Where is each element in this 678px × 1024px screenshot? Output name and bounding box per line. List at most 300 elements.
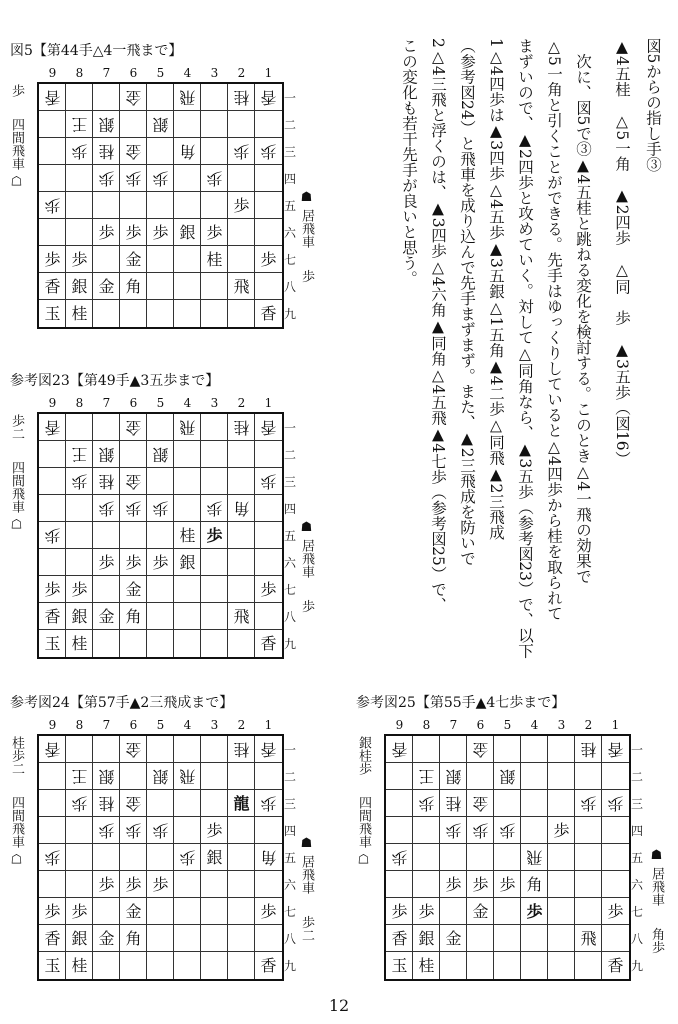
sente-piece: 桂	[71, 956, 88, 975]
board-square	[174, 576, 201, 603]
diagram-title: 参考図25【第55手▲4七歩まで】	[356, 695, 566, 711]
board-square	[39, 763, 66, 790]
board-square	[228, 441, 255, 468]
board-square	[494, 736, 521, 763]
board-square	[120, 192, 147, 219]
board-square	[201, 871, 228, 898]
rank-label: 九	[630, 959, 643, 973]
rank-label: 五	[630, 851, 643, 865]
board-square	[255, 925, 282, 952]
gote-piece: 歩	[418, 794, 435, 813]
sente-piece: 金	[445, 929, 462, 948]
board-square	[467, 925, 494, 952]
board-square	[147, 192, 174, 219]
sente-piece: 歩	[71, 902, 88, 921]
sente-piece: 金	[472, 902, 489, 921]
rank-label: 一	[283, 421, 296, 435]
board-square	[66, 871, 93, 898]
gote-piece: 歩	[125, 499, 142, 518]
board-square	[548, 736, 575, 763]
file-label: 9	[395, 718, 404, 732]
board-square	[93, 844, 120, 871]
board-square	[66, 844, 93, 871]
board-square	[413, 871, 440, 898]
rank-label: 二	[630, 770, 643, 784]
sente-piece: 歩	[260, 580, 277, 599]
file-label: 8	[75, 718, 84, 732]
rank-label: 三	[283, 797, 296, 811]
board-square	[120, 844, 147, 871]
board-square	[494, 952, 521, 979]
file-label: 9	[48, 66, 57, 80]
file-label: 1	[611, 718, 620, 732]
text-line-7: 2△4三飛と浮くのは、▲3四歩△4六角▲同角△4五飛▲4七歩（参考図25）で、	[429, 38, 447, 613]
board-square	[255, 111, 282, 138]
gote-mark-icon	[356, 779, 371, 792]
board-square	[228, 219, 255, 246]
sente-piece: 桂	[179, 526, 196, 545]
file-label: 1	[264, 66, 273, 80]
sente-piece: 歩	[260, 902, 277, 921]
board-square	[467, 844, 494, 871]
sente-mark-icon	[299, 898, 314, 911]
board-square	[255, 495, 282, 522]
sente-piece: 歩	[499, 875, 516, 894]
board-square	[521, 736, 548, 763]
text-line-3: △5一角と引くことができる。先手はゆっくりしていると△4四歩から桂を取られて	[545, 38, 563, 621]
gote-hand	[8, 84, 24, 189]
board-square	[120, 300, 147, 327]
board-square	[575, 817, 602, 844]
file-label: 5	[156, 396, 165, 410]
board-square	[39, 219, 66, 246]
board-square	[93, 414, 120, 441]
file-label: 8	[75, 66, 84, 80]
rank-label: 四	[283, 824, 296, 838]
sente-hand-label: 居飛車	[299, 539, 314, 579]
board-square	[602, 763, 629, 790]
sente-piece: 銀	[71, 929, 88, 948]
sente-piece: 歩	[125, 875, 142, 894]
board-square	[548, 871, 575, 898]
sente-piece: 銀	[179, 553, 196, 572]
sente-piece: 歩	[152, 553, 169, 572]
gote-hand-pieces: 歩二	[9, 414, 24, 440]
board-square	[174, 468, 201, 495]
sente-mark-icon	[299, 582, 314, 595]
gote-piece: 金	[472, 794, 489, 813]
board-square	[494, 844, 521, 871]
board-square	[147, 273, 174, 300]
gote-hand-label: 四間飛車	[9, 796, 24, 849]
board-square	[39, 468, 66, 495]
board-square	[147, 736, 174, 763]
board-square	[201, 549, 228, 576]
rank-label: 一	[283, 743, 296, 757]
gote-piece: 歩	[499, 821, 516, 840]
rank-label: 八	[283, 932, 296, 946]
board-square	[255, 549, 282, 576]
sente-piece: 金	[98, 277, 115, 296]
board-square	[39, 817, 66, 844]
gote-mark-icon	[9, 444, 24, 457]
board-square	[201, 898, 228, 925]
gote-piece: 歩	[445, 821, 462, 840]
board-square	[93, 576, 120, 603]
board-square	[255, 522, 282, 549]
board-square	[39, 138, 66, 165]
board-square	[228, 763, 255, 790]
sente-triangle-icon: ☗	[299, 836, 314, 851]
sente-piece: 銀	[179, 223, 196, 242]
gote-piece: 金	[125, 794, 142, 813]
rank-label: 四	[630, 824, 643, 838]
board-square	[39, 549, 66, 576]
board-square	[602, 844, 629, 871]
board-square	[174, 246, 201, 273]
board-square	[93, 522, 120, 549]
sente-hand-label: 居飛車	[649, 867, 664, 907]
gote-piece: 王	[71, 767, 88, 786]
shogi-board	[37, 412, 284, 659]
rank-label: 九	[283, 307, 296, 321]
board-square	[147, 84, 174, 111]
sente-piece: 金	[98, 607, 115, 626]
rank-label: 七	[283, 583, 296, 597]
board-square	[201, 414, 228, 441]
board-square	[66, 165, 93, 192]
sente-piece: 香	[44, 277, 61, 296]
sente-piece: 飛	[580, 929, 597, 948]
sente-piece: 香	[260, 956, 277, 975]
gote-hand	[8, 414, 24, 532]
sente-mark-icon	[649, 910, 664, 923]
board-square	[494, 925, 521, 952]
board-square	[602, 871, 629, 898]
gote-piece: 歩	[98, 821, 115, 840]
sente-piece: 角	[526, 875, 543, 894]
sente-piece: 香	[391, 929, 408, 948]
gote-piece: 歩	[580, 794, 597, 813]
rank-label: 七	[283, 905, 296, 919]
sente-piece: 歩	[98, 875, 115, 894]
sente-piece: 銀	[71, 607, 88, 626]
board-square	[521, 925, 548, 952]
board-square	[66, 414, 93, 441]
file-label: 7	[449, 718, 458, 732]
board-square	[548, 790, 575, 817]
board-square	[147, 603, 174, 630]
gote-piece: 歩	[260, 794, 277, 813]
file-label: 4	[183, 718, 192, 732]
board-square	[39, 871, 66, 898]
board-square	[255, 871, 282, 898]
board-square	[147, 522, 174, 549]
board-square	[120, 763, 147, 790]
rank-label: 五	[283, 851, 296, 865]
sente-piece: 歩	[472, 875, 489, 894]
gote-piece: 歩	[44, 848, 61, 867]
shogi-board	[384, 734, 631, 981]
file-label: 6	[129, 66, 138, 80]
board-square	[147, 468, 174, 495]
gote-piece: 歩	[44, 196, 61, 215]
sente-piece: 銀	[418, 929, 435, 948]
rank-label: 六	[283, 878, 296, 892]
file-label: 3	[210, 396, 219, 410]
board-square	[201, 790, 228, 817]
gote-piece: 角	[179, 142, 196, 161]
file-label: 3	[210, 66, 219, 80]
board-square	[201, 138, 228, 165]
board-square	[228, 925, 255, 952]
board-square	[575, 898, 602, 925]
board-square	[174, 898, 201, 925]
sente-mark-icon	[299, 252, 314, 265]
board-square	[39, 495, 66, 522]
sente-piece: 角	[125, 277, 142, 296]
sente-piece: 歩	[71, 580, 88, 599]
board-square	[66, 219, 93, 246]
board-square	[201, 84, 228, 111]
board-square	[201, 468, 228, 495]
rank-label: 三	[630, 797, 643, 811]
gote-piece: 歩	[98, 499, 115, 518]
sente-piece: 歩	[98, 553, 115, 572]
board-square	[440, 952, 467, 979]
board-square	[66, 522, 93, 549]
board-square	[413, 736, 440, 763]
board-square	[120, 522, 147, 549]
board-square	[255, 763, 282, 790]
board-square	[174, 603, 201, 630]
file-label: 2	[237, 66, 246, 80]
gote-piece: 歩	[152, 169, 169, 188]
file-label: 1	[264, 396, 273, 410]
sente-piece: 歩	[391, 902, 408, 921]
rank-label: 三	[283, 475, 296, 489]
gote-piece: 香	[391, 740, 408, 759]
board-square	[255, 219, 282, 246]
board-square	[575, 844, 602, 871]
board-square	[201, 763, 228, 790]
rank-label: 一	[630, 743, 643, 757]
sente-piece: 歩	[44, 902, 61, 921]
gote-piece: 歩	[206, 169, 223, 188]
gote-piece: 香	[260, 740, 277, 759]
gote-piece: 香	[260, 418, 277, 437]
board-square	[228, 871, 255, 898]
gote-piece: 桂	[580, 740, 597, 759]
gote-piece: 歩	[125, 169, 142, 188]
gote-piece: 銀	[98, 445, 115, 464]
board-square	[255, 192, 282, 219]
gote-triangle-icon: ☖	[9, 174, 24, 190]
text-line-6: （参考図24）と飛車を成り込んで先手まずまず。また、▲2三飛成を防いで	[458, 38, 476, 567]
board-square	[174, 111, 201, 138]
sente-piece: 歩	[607, 902, 624, 921]
sente-piece: 玉	[391, 956, 408, 975]
gote-piece: 金	[125, 740, 142, 759]
diagram-title: 参考図23【第49手▲3五歩まで】	[10, 373, 220, 389]
board-square	[228, 576, 255, 603]
gote-hand-label: 四間飛車	[9, 461, 24, 514]
sente-hand	[648, 848, 664, 953]
board-square	[201, 952, 228, 979]
gote-piece: 香	[607, 740, 624, 759]
file-label: 4	[183, 396, 192, 410]
sente-piece: 飛	[233, 607, 250, 626]
gote-piece: 銀	[152, 767, 169, 786]
page-number: 12	[328, 996, 350, 1015]
gote-hand-pieces: 桂歩二	[9, 736, 24, 775]
board-square	[174, 736, 201, 763]
sente-piece: 玉	[44, 634, 61, 653]
sente-piece: 香	[44, 929, 61, 948]
gote-piece: 銀	[152, 115, 169, 134]
rank-label: 五	[283, 529, 296, 543]
file-label: 9	[48, 396, 57, 410]
text-line-0: 図5からの指し手③	[644, 38, 662, 172]
board-square	[228, 111, 255, 138]
sente-piece: 角	[125, 929, 142, 948]
file-label: 3	[557, 718, 566, 732]
gote-piece: 銀	[445, 767, 462, 786]
board-square	[575, 763, 602, 790]
file-label: 5	[503, 718, 512, 732]
gote-piece: 金	[125, 142, 142, 161]
gote-piece: 角	[233, 499, 250, 518]
sente-hand-pieces: 角歩	[649, 927, 664, 954]
gote-piece: 金	[472, 740, 489, 759]
file-label: 2	[584, 718, 593, 732]
rank-label: 六	[283, 226, 296, 240]
gote-hand	[355, 736, 371, 867]
text-line-2: 次に、図5で③▲4五桂と跳ねる変化を検討する。このとき△4一飛の効果で	[574, 38, 592, 585]
gote-piece: 飛	[179, 418, 196, 437]
board-square	[201, 925, 228, 952]
sente-piece: 歩	[152, 223, 169, 242]
board-square	[174, 871, 201, 898]
sente-triangle-icon: ☗	[649, 848, 664, 863]
board-square	[575, 871, 602, 898]
gote-piece: 飛	[179, 88, 196, 107]
sente-piece: 歩	[71, 250, 88, 269]
text-line-5: 1△4四歩は▲3四歩△4五歩▲3五銀△1五角▲4二歩△同飛▲2三飛成	[487, 38, 505, 540]
sente-piece: 歩	[206, 223, 223, 242]
board-square	[174, 925, 201, 952]
gote-hand-pieces: 銀桂歩	[356, 736, 371, 775]
board-square	[440, 898, 467, 925]
board-square	[147, 300, 174, 327]
file-label: 6	[129, 396, 138, 410]
gote-piece: 香	[44, 418, 61, 437]
board-square	[174, 952, 201, 979]
sente-piece: 玉	[44, 304, 61, 323]
board-square	[548, 898, 575, 925]
board-square	[147, 576, 174, 603]
sente-hand	[298, 190, 314, 282]
board-square	[228, 844, 255, 871]
sente-piece: 桂	[71, 634, 88, 653]
file-label: 5	[156, 66, 165, 80]
gote-piece: 歩	[260, 142, 277, 161]
text-line-4: まずいので、▲2四歩と攻めていく。対して△同角なら、▲3五歩（参考図23）で、以下	[516, 38, 534, 659]
sente-piece: 龍	[233, 794, 250, 813]
board-square	[201, 441, 228, 468]
sente-piece: 金	[125, 902, 142, 921]
file-label: 6	[129, 718, 138, 732]
board-square	[386, 817, 413, 844]
board-square	[39, 165, 66, 192]
board-square	[93, 952, 120, 979]
rank-label: 二	[283, 118, 296, 132]
board-square	[255, 441, 282, 468]
board-square	[93, 246, 120, 273]
file-label: 1	[264, 718, 273, 732]
board-square	[201, 111, 228, 138]
file-label: 9	[48, 718, 57, 732]
rank-label: 八	[283, 610, 296, 624]
board-square	[147, 844, 174, 871]
gote-piece: 桂	[98, 794, 115, 813]
rank-label: 二	[283, 448, 296, 462]
sente-piece: 歩	[260, 250, 277, 269]
board-square	[201, 603, 228, 630]
board-square	[66, 549, 93, 576]
gote-piece: 王	[71, 445, 88, 464]
board-square	[147, 952, 174, 979]
gote-piece: 歩	[44, 526, 61, 545]
gote-piece: 歩	[71, 142, 88, 161]
board-square	[174, 441, 201, 468]
board-square	[174, 630, 201, 657]
board-square	[521, 790, 548, 817]
board-square	[120, 441, 147, 468]
file-label: 8	[75, 396, 84, 410]
board-square	[228, 468, 255, 495]
sente-piece: 歩	[152, 875, 169, 894]
rank-label: 八	[283, 280, 296, 294]
board-square	[440, 844, 467, 871]
sente-piece: 金	[125, 250, 142, 269]
board-square	[93, 630, 120, 657]
board-square	[440, 736, 467, 763]
board-square	[228, 549, 255, 576]
gote-piece: 歩	[607, 794, 624, 813]
sente-piece: 銀	[206, 848, 223, 867]
gote-piece: 歩	[125, 821, 142, 840]
gote-piece: 歩	[71, 794, 88, 813]
sente-piece: 香	[607, 956, 624, 975]
sente-hand-pieces: 歩	[299, 599, 314, 613]
rank-label: 四	[283, 502, 296, 516]
rank-label: 三	[283, 145, 296, 159]
board-square	[548, 763, 575, 790]
sente-piece: 桂	[418, 956, 435, 975]
board-square	[255, 817, 282, 844]
board-square	[174, 495, 201, 522]
gote-piece: 香	[260, 88, 277, 107]
board-square	[228, 630, 255, 657]
gote-piece: 銀	[98, 767, 115, 786]
board-square	[174, 300, 201, 327]
file-label: 7	[102, 396, 111, 410]
sente-piece: 歩	[206, 821, 223, 840]
board-square	[174, 817, 201, 844]
board-square	[39, 111, 66, 138]
board-square	[413, 844, 440, 871]
